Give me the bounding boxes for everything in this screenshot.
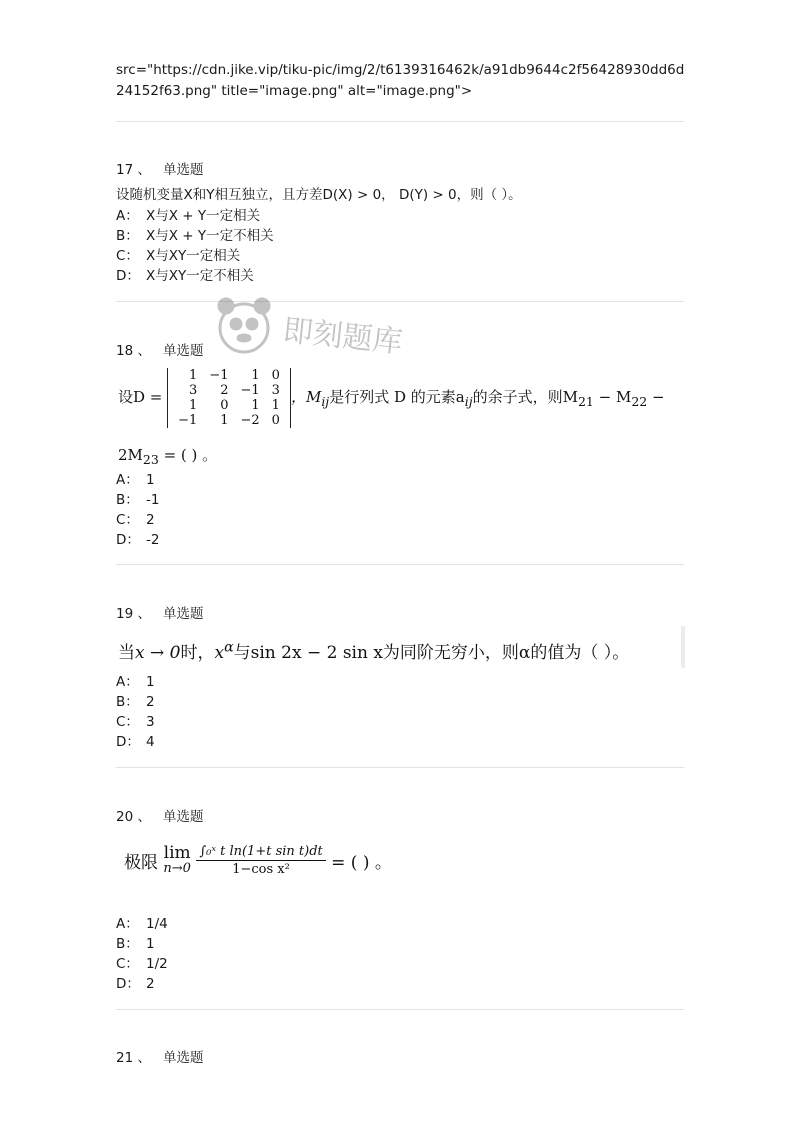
- question-18-stem: [118, 368, 665, 428]
- option-text: -1: [146, 492, 160, 508]
- option-letter: A：: [116, 472, 139, 488]
- option-letter: C：: [116, 714, 139, 730]
- option-b[interactable]: [116, 690, 155, 710]
- option-d[interactable]: [116, 972, 155, 992]
- option-letter: A：: [116, 916, 139, 932]
- option-letter: D：: [116, 268, 140, 284]
- option-text: -2: [146, 532, 160, 548]
- lim-text: lim: [163, 842, 191, 863]
- stem-sub: 21: [577, 394, 594, 409]
- option-text: 2: [146, 976, 155, 992]
- stem-text: 的余子式，则M: [472, 388, 578, 406]
- option-c[interactable]: [116, 244, 240, 264]
- fraction: [196, 844, 325, 877]
- option-text: X与X + Y一定不相关: [146, 228, 274, 244]
- stem-text: 是行列式 D 的元素a: [329, 388, 465, 406]
- option-letter: A：: [116, 674, 139, 690]
- option-a[interactable]: [116, 912, 168, 932]
- matrix-cell: 1: [251, 368, 260, 383]
- stem-math: x: [214, 643, 225, 663]
- question-number: 17 、: [116, 162, 151, 178]
- option-text: 1/2: [146, 956, 168, 972]
- question-17-header: [116, 158, 203, 178]
- matrix-cell: −2: [240, 413, 260, 428]
- question-17-stem: 设随机变量X和Y相互独立，且方差D(X) > 0， D(Y) > 0，则（ ）。: [116, 187, 522, 203]
- stem-sub: 22: [631, 394, 648, 409]
- stem-sup: α: [224, 639, 234, 656]
- matrix-cell: 1: [251, 398, 260, 413]
- stem-text: 与: [233, 643, 251, 663]
- option-d[interactable]: [116, 528, 159, 548]
- option-text: 2: [146, 694, 155, 710]
- numerator: ∫₀ˣ t ln(1+t sin t)dt: [196, 844, 325, 861]
- question-20-stem: [124, 844, 392, 877]
- leftover-source-text: src="https://cdn.jike.vip/tiku-pic/img/2/t6139316462k/a91db9644c2f56428930dd6d24152f63.png" title="image.png" alt="image.png">: [116, 62, 685, 99]
- question-number: 20 、: [116, 809, 151, 825]
- stem-math: x → 0: [135, 643, 181, 663]
- question-type: 单选题: [162, 606, 204, 622]
- question-21-header: [116, 1046, 203, 1066]
- question-20-header: [116, 805, 203, 825]
- stem-sub: ij: [464, 394, 473, 409]
- divider: [116, 121, 684, 122]
- option-text: X与X + Y一定相关: [146, 208, 261, 224]
- matrix-row: [172, 368, 286, 383]
- matrix-cell: 1: [189, 398, 198, 413]
- option-letter: B：: [116, 228, 139, 244]
- limit: [163, 842, 191, 877]
- stem-text: 时，: [180, 643, 215, 663]
- matrix-row: [172, 413, 286, 428]
- option-letter: A：: [116, 208, 139, 224]
- matrix-row: [172, 383, 286, 398]
- matrix-cell: 1: [189, 368, 198, 383]
- option-c[interactable]: [116, 952, 168, 972]
- option-text: 4: [146, 734, 155, 750]
- stem-math: sin 2x − 2 sin x: [250, 643, 383, 663]
- option-text: X与XY一定不相关: [146, 268, 254, 284]
- stem-sub: 23: [142, 452, 159, 467]
- option-c[interactable]: [116, 710, 155, 730]
- question-19-header: [116, 602, 203, 622]
- image-scroll-edge: [681, 626, 685, 668]
- option-letter: C：: [116, 512, 139, 528]
- matrix-cell: −1: [240, 383, 260, 398]
- option-text: 1: [146, 936, 155, 952]
- matrix-cell: −1: [178, 413, 198, 428]
- question-number: 18 、: [116, 343, 151, 359]
- matrix-row: [172, 398, 286, 413]
- option-text: X与XY一定相关: [146, 248, 241, 264]
- stem-text: − M: [593, 388, 632, 406]
- lim-sub: n→0: [163, 860, 191, 876]
- option-d[interactable]: [116, 730, 155, 750]
- option-a[interactable]: [116, 468, 155, 488]
- stem-text: −: [647, 388, 665, 406]
- stem-sub: ij: [321, 394, 330, 409]
- option-b[interactable]: [116, 932, 155, 952]
- option-a[interactable]: [116, 670, 155, 690]
- matrix-cell: 1: [271, 398, 280, 413]
- stem-text: = ( ) 。: [331, 853, 392, 873]
- divider: [116, 1009, 684, 1010]
- divider: [116, 301, 684, 302]
- option-text: 1: [146, 674, 155, 690]
- option-letter: B：: [116, 492, 139, 508]
- option-text: 1/4: [146, 916, 168, 932]
- divider: [116, 564, 684, 565]
- svg-text:即刻题库: 即刻题库: [281, 313, 405, 361]
- question-18-header: [116, 339, 203, 359]
- stem-text: 为同阶无穷小，则α的值为（ ）。: [382, 643, 630, 663]
- option-d[interactable]: [116, 264, 254, 284]
- question-type: 单选题: [162, 1050, 204, 1066]
- option-text: 3: [146, 714, 155, 730]
- option-b[interactable]: [116, 488, 159, 508]
- option-c[interactable]: [116, 508, 155, 528]
- option-letter: D：: [116, 734, 140, 750]
- option-a[interactable]: [116, 204, 260, 224]
- matrix-cell: 3: [189, 383, 198, 398]
- denominator: 1−cos x²: [232, 862, 290, 877]
- matrix-cell: 0: [271, 368, 280, 383]
- question-number: 21 、: [116, 1050, 151, 1066]
- stem-text: = ( ) 。: [158, 446, 218, 464]
- question-number: 19 、: [116, 606, 151, 622]
- option-b[interactable]: [116, 224, 274, 244]
- matrix-cell: 0: [271, 413, 280, 428]
- matrix-cell: −1: [209, 368, 229, 383]
- divider: [116, 767, 684, 768]
- option-text: 1: [146, 472, 155, 488]
- matrix-cell: 3: [271, 383, 280, 398]
- watermark-logo: [214, 290, 434, 370]
- option-letter: B：: [116, 936, 139, 952]
- stem-text: ，M: [290, 388, 322, 406]
- question-type: 单选题: [162, 809, 204, 825]
- stem-text: 当: [118, 643, 135, 663]
- option-text: 2: [146, 512, 155, 528]
- question-19-stem: [118, 638, 629, 663]
- question-18-stem-line2: [118, 444, 217, 467]
- matrix-cell: 1: [220, 413, 229, 428]
- question-type: 单选题: [162, 343, 204, 359]
- matrix-cell: 0: [220, 398, 229, 413]
- option-letter: C：: [116, 248, 139, 264]
- stem-prefix: 设D =: [118, 388, 163, 406]
- question-type: 单选题: [162, 162, 204, 178]
- option-letter: C：: [116, 956, 139, 972]
- determinant: [167, 368, 291, 428]
- option-letter: D：: [116, 976, 140, 992]
- matrix-cell: 2: [220, 383, 229, 398]
- option-letter: D：: [116, 532, 140, 548]
- option-letter: B：: [116, 694, 139, 710]
- stem-text: 2M: [118, 446, 143, 464]
- stem-text: 极限: [124, 853, 158, 873]
